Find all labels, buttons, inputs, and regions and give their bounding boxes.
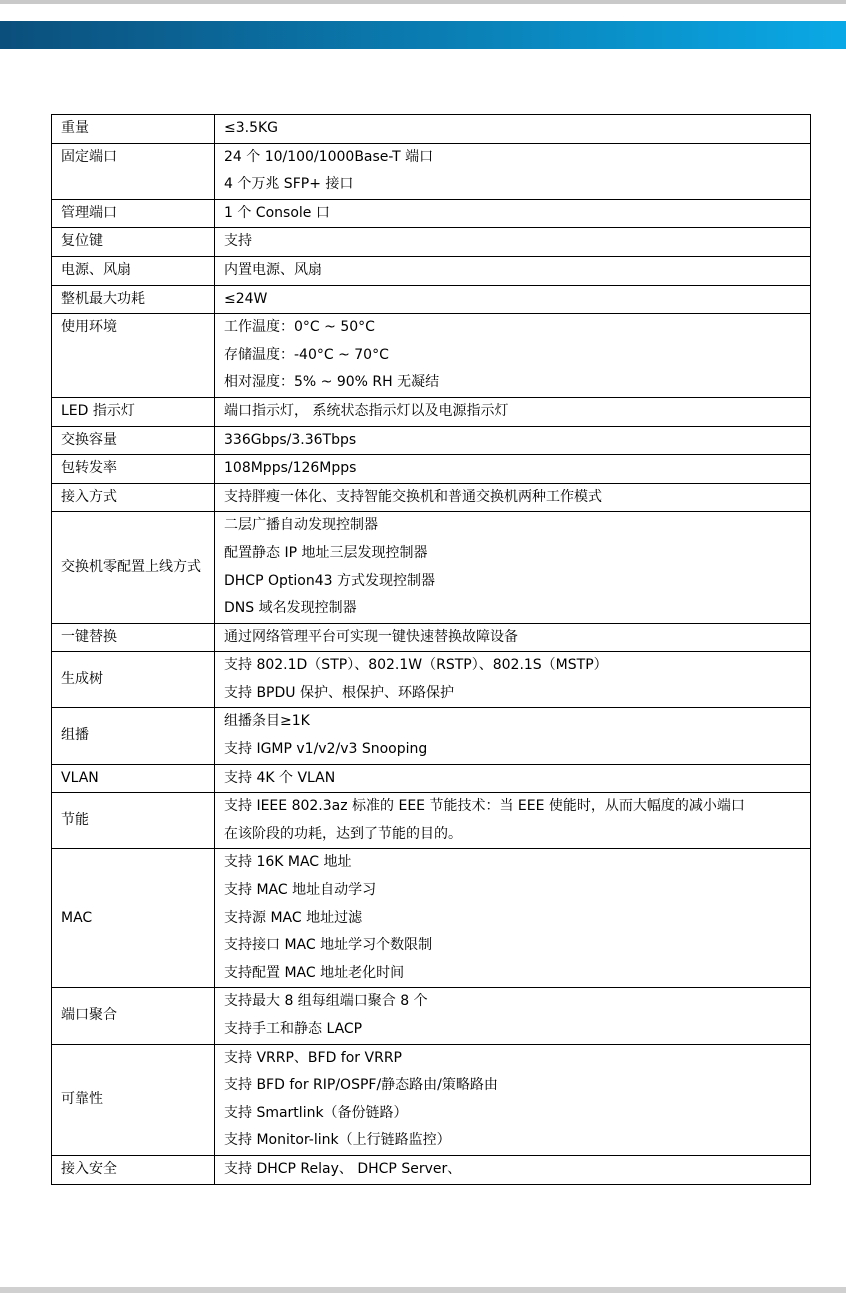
spec-value: [215, 652, 811, 708]
spec-value-line: 支持 VRRP、BFD for VRRP: [224, 1049, 402, 1066]
spec-label: 复位键: [52, 228, 215, 257]
spec-label: 整机最大功耗: [52, 285, 215, 314]
spec-label: 生成树: [52, 652, 215, 708]
spec-label: 交换容量: [52, 426, 215, 455]
bottom-gray-rule: [0, 1287, 846, 1293]
spec-value: [215, 1155, 811, 1184]
spec-row: [52, 455, 811, 484]
spec-value-line: 支持配置 MAC 地址老化时间: [224, 964, 405, 981]
spec-value-line: 支持 Monitor-link（上行链路监控）: [224, 1132, 451, 1149]
spec-value-line: 支持 IEEE 802.3az 标准的 EEE 节能技术：当 EEE 使能时，从而大幅度的减小端口: [224, 798, 745, 815]
spec-label: 组播: [52, 708, 215, 764]
spec-value-line: DHCP Option43 方式发现控制器: [224, 572, 435, 589]
spec-label: VLAN: [52, 764, 215, 793]
spec-value: [215, 314, 811, 398]
spec-value: [215, 623, 811, 652]
spec-value-line: 配置静态 IP 地址三层发现控制器: [224, 544, 428, 561]
spec-row: [52, 1155, 811, 1184]
spec-value: [215, 988, 811, 1044]
spec-value: [215, 199, 811, 228]
spec-value: [215, 793, 811, 849]
spec-value: [215, 483, 811, 512]
spec-value-line: 支持 BFD for RIP/OSPF/静态路由/策略路由: [224, 1077, 498, 1094]
spec-row: [52, 285, 811, 314]
spec-value-line: 通过网络管理平台可实现一键快速替换故障设备: [224, 628, 518, 645]
spec-row: [52, 849, 811, 988]
spec-label: LED 指示灯: [52, 397, 215, 426]
spec-value: [215, 115, 811, 144]
spec-value-line: 支持手工和静态 LACP: [224, 1021, 363, 1037]
spec-row: [52, 256, 811, 285]
spec-value-line: 支持 MAC 地址自动学习: [224, 882, 377, 899]
spec-value: [215, 426, 811, 455]
spec-label: 一键替换: [52, 623, 215, 652]
spec-label: 交换机零配置上线方式: [52, 512, 215, 623]
spec-value: [215, 764, 811, 793]
top-gray-rule: [0, 0, 846, 4]
spec-value-line: 支持 DHCP Relay、 DHCP Server、: [224, 1160, 462, 1177]
spec-value-line: 支持胖瘦一体化、支持智能交换机和普通交换机两种工作模式: [224, 488, 602, 505]
spec-value-line: 二层广播自动发现控制器: [224, 517, 378, 534]
spec-value-line: 端口指示灯， 系统状态指示灯以及电源指示灯: [224, 402, 509, 419]
spec-label: 接入方式: [52, 483, 215, 512]
spec-value: [215, 285, 811, 314]
spec-label: 节能: [52, 793, 215, 849]
spec-value: [215, 512, 811, 623]
spec-row: [52, 115, 811, 144]
spec-value-line: DNS 域名发现控制器: [224, 600, 357, 617]
spec-row: [52, 1044, 811, 1155]
spec-value: [215, 143, 811, 199]
spec-row: [52, 652, 811, 708]
spec-value-line: 4 个万兆 SFP+ 接口: [224, 176, 354, 193]
spec-value-line: 336Gbps/3.36Tbps: [224, 431, 357, 448]
spec-row: [52, 764, 811, 793]
spec-label: 端口聚合: [52, 988, 215, 1044]
spec-label: 重量: [52, 115, 215, 144]
spec-value-line: 108Mpps/126Mpps: [224, 460, 357, 477]
spec-row: [52, 623, 811, 652]
spec-row: [52, 483, 811, 512]
spec-row: [52, 512, 811, 623]
spec-value-line: 支持最大 8 组每组端口聚合 8 个: [224, 993, 428, 1010]
spec-value-line: 支持 IGMP v1/v2/v3 Snooping: [224, 741, 428, 758]
spec-value: [215, 1044, 811, 1155]
spec-table-body: [52, 115, 811, 1185]
spec-value: [215, 397, 811, 426]
spec-label: 电源、风扇: [52, 256, 215, 285]
spec-label: 使用环境: [52, 314, 215, 398]
spec-row: [52, 397, 811, 426]
spec-row: [52, 426, 811, 455]
spec-value-line: 存储温度：-40°C ~ 70°C: [224, 346, 389, 363]
spec-value-line: 相对湿度：5% ~ 90% RH 无凝结: [224, 374, 440, 391]
spec-label: MAC: [52, 849, 215, 988]
spec-value-line: 组播条目≥1K: [224, 713, 310, 730]
spec-row: [52, 199, 811, 228]
spec-value: [215, 455, 811, 484]
spec-value-line: 支持 16K MAC 地址: [224, 854, 352, 871]
spec-table: [51, 114, 811, 1185]
spec-label: 固定端口: [52, 143, 215, 199]
spec-value-line: 支持: [224, 233, 252, 250]
spec-row: [52, 793, 811, 849]
spec-value-line: 在该阶段的功耗，达到了节能的目的。: [224, 825, 462, 842]
spec-value-line: ≤3.5KG: [224, 120, 279, 136]
spec-value-line: 支持源 MAC 地址过滤: [224, 909, 363, 926]
spec-value-line: 1 个 Console 口: [224, 204, 330, 221]
spec-label: 可靠性: [52, 1044, 215, 1155]
spec-value: [215, 228, 811, 257]
spec-value-line: 支持接口 MAC 地址学习个数限制: [224, 937, 433, 954]
spec-value: [215, 708, 811, 764]
spec-row: [52, 228, 811, 257]
spec-value-line: 24 个 10/100/1000Base-T 端口: [224, 148, 434, 165]
spec-label: 接入安全: [52, 1155, 215, 1184]
spec-value-line: 内置电源、风扇: [224, 261, 322, 278]
header-gradient-band: [0, 21, 846, 49]
spec-label: 包转发率: [52, 455, 215, 484]
spec-row: [52, 708, 811, 764]
spec-row: [52, 314, 811, 398]
spec-value-line: 支持 802.1D（STP）、802.1W（RSTP）、802.1S（MSTP）: [224, 657, 608, 674]
spec-row: [52, 143, 811, 199]
spec-value-line: 支持 4K 个 VLAN: [224, 769, 336, 786]
spec-label: 管理端口: [52, 199, 215, 228]
spec-value-line: 工作温度：0°C ~ 50°C: [224, 319, 375, 336]
spec-value-line: 支持 BPDU 保护、根保护、环路保护: [224, 684, 454, 701]
spec-value-line: ≤24W: [224, 290, 268, 307]
spec-value: [215, 849, 811, 988]
spec-value: [215, 256, 811, 285]
spec-row: [52, 988, 811, 1044]
spec-value-line: 支持 Smartlink（备份链路）: [224, 1104, 408, 1121]
